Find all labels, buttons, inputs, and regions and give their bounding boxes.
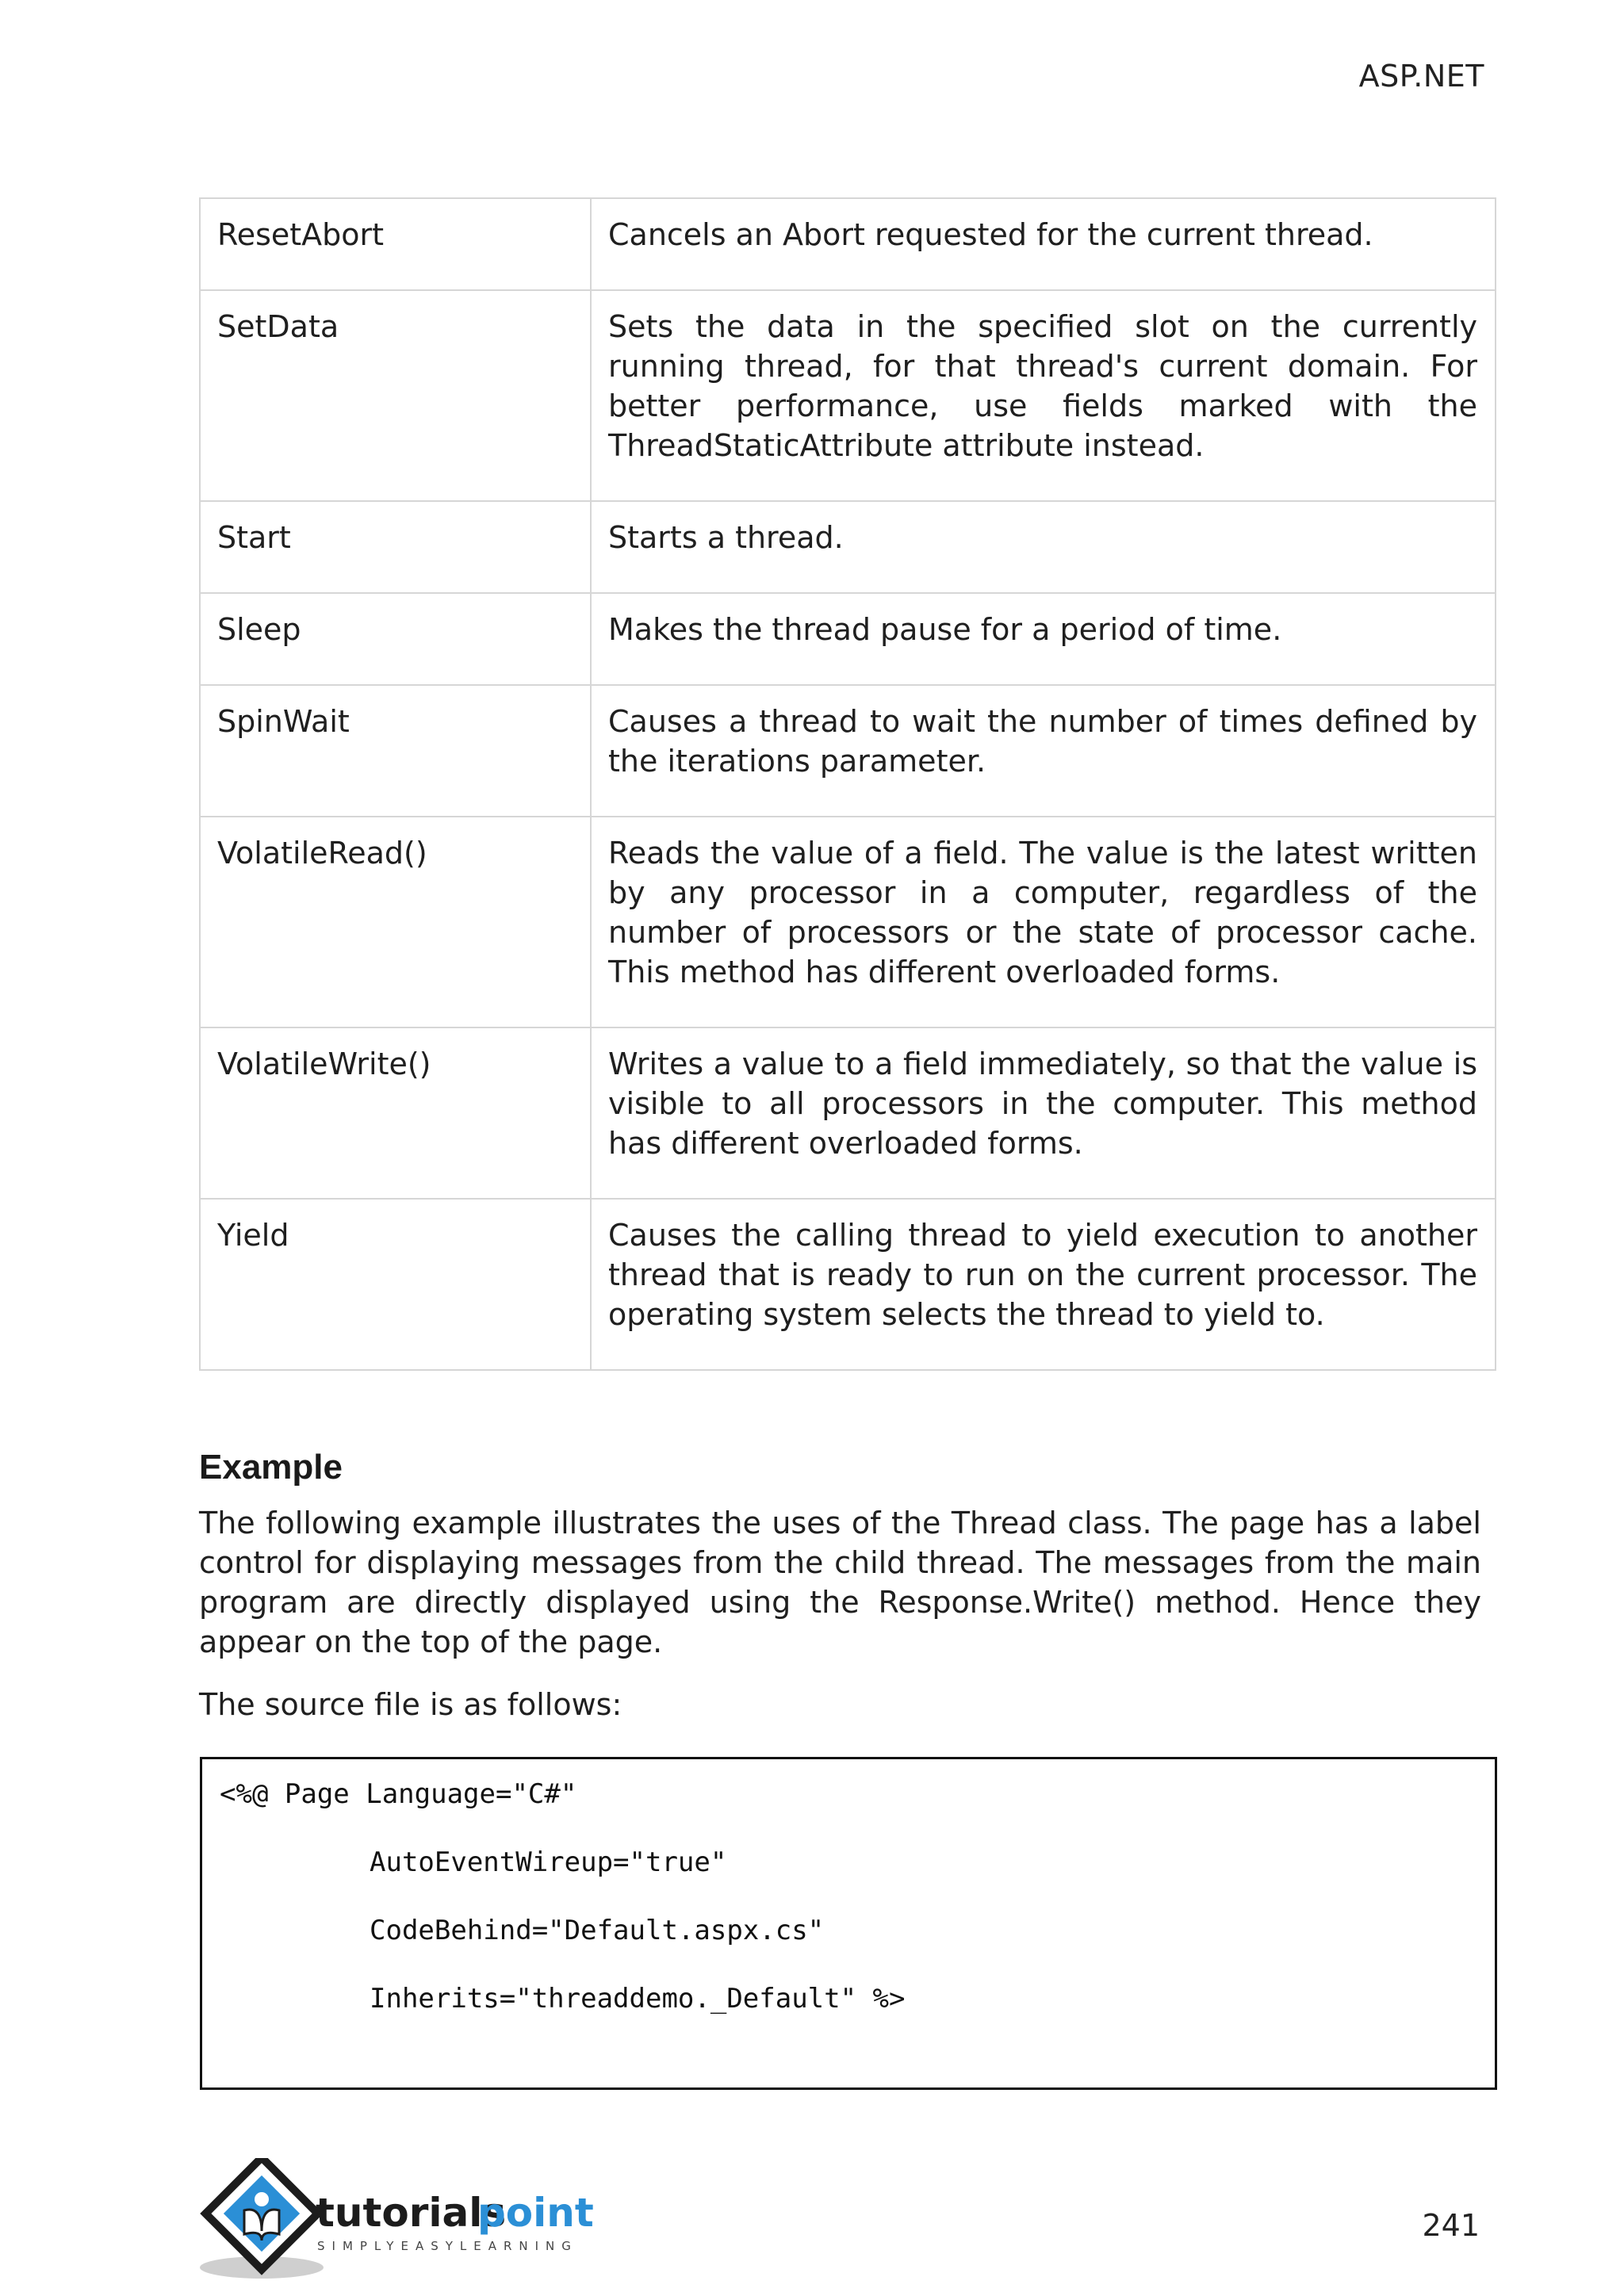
method-description: Cancels an Abort requested for the current thread.	[591, 198, 1496, 290]
method-name: SetData	[200, 290, 591, 501]
example-paragraph: The following example illustrates the uses of the Thread class. The page has a label control for displaying messages from the child thread. The messages from the main program are directly displayed using the Response.Write() method. Hence they appear on the top of the page.	[199, 1506, 1481, 1659]
method-name: Yield	[200, 1199, 591, 1370]
method-description: Reads the value of a field. The value is the latest written by any processor in a computer, regardless of the number of processors or the state of processor cache. This method has different overloaded forms.	[591, 817, 1496, 1027]
page-number: 241	[1422, 2208, 1480, 2243]
table-row	[200, 817, 1496, 1027]
table-row	[200, 593, 1496, 685]
code-block	[200, 1757, 1497, 2090]
running-header: ASP.NET	[1358, 59, 1484, 94]
table-row	[200, 198, 1496, 290]
table-row	[200, 290, 1496, 501]
method-description: Causes the calling thread to yield execution to another thread that is ready to run on the current processor. The operating system selects the thread to yield to.	[591, 1199, 1496, 1370]
source-intro-text: The source file is as follows:	[199, 1687, 622, 1722]
table-row	[200, 1199, 1496, 1370]
method-name: Sleep	[200, 593, 591, 685]
logo-wordmark-accent: point	[477, 2190, 594, 2236]
method-description: Makes the thread pause for a period of time.	[591, 593, 1496, 685]
tutorialspoint-logo	[198, 2158, 626, 2285]
method-name: VolatileWrite()	[200, 1027, 591, 1199]
code-line: AutoEventWireup="true"	[370, 1846, 727, 1878]
method-name: ResetAbort	[200, 198, 591, 290]
code-line: CodeBehind="Default.aspx.cs"	[370, 1915, 825, 1946]
method-description: Sets the data in the specified slot on the currently running thread, for that thread's current domain. For better performance, use fields marked with the ThreadStaticAttribute attribute instead.	[591, 290, 1496, 501]
code-line: <%@ Page Language="C#"	[220, 1778, 577, 1810]
method-description: Writes a value to a field immediately, so that the value is visible to all processors in the computer. This method has different overloaded forms.	[591, 1027, 1496, 1199]
table-row	[200, 1027, 1496, 1199]
logo-wordmark: tutorials	[316, 2190, 507, 2236]
method-description: Causes a thread to wait the number of times defined by the iterations parameter.	[591, 685, 1496, 817]
method-name: SpinWait	[200, 685, 591, 817]
code-line: Inherits="threaddemo._Default" %>	[370, 1983, 906, 2015]
example-heading: Example	[199, 1448, 343, 1487]
method-name: VolatileRead()	[200, 817, 591, 1027]
table-row	[200, 685, 1496, 817]
method-name: Start	[200, 501, 591, 593]
method-description: Starts a thread.	[591, 501, 1496, 593]
thread-methods-table	[199, 197, 1496, 1371]
logo-tagline: SIMPLYEASYLEARNING	[317, 2239, 578, 2253]
table-row	[200, 501, 1496, 593]
